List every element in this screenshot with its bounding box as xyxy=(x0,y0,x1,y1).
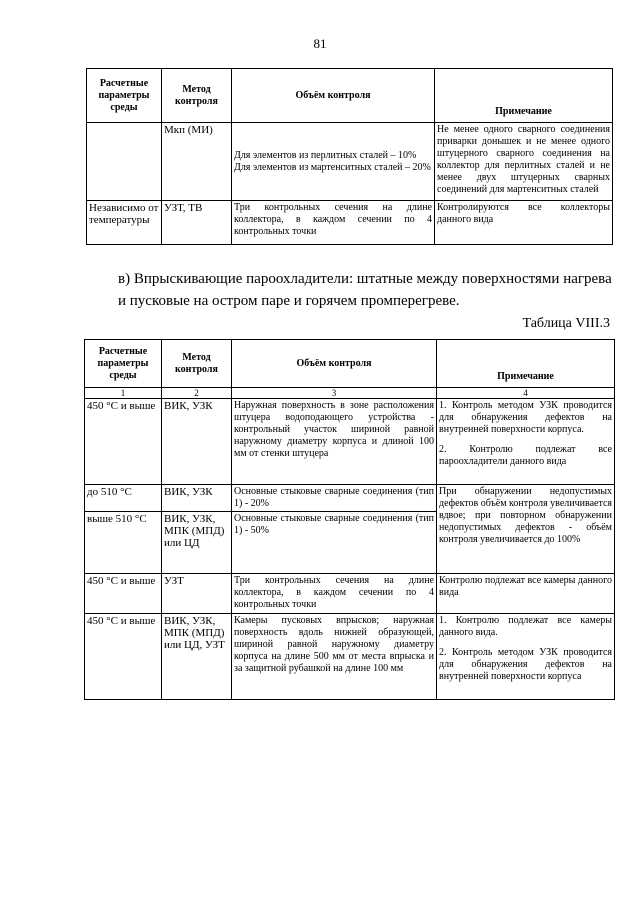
cell-method: УЗТ, ТВ xyxy=(162,201,232,245)
cell-params: 450 °С и выше xyxy=(85,574,162,614)
cell-scope: Для элементов из перлитных сталей – 10% Для элементов из мартенситных сталей – 20% xyxy=(232,123,435,201)
header-method: Метод контроля xyxy=(162,340,232,388)
header-params: Расчетные параметры среды xyxy=(85,340,162,388)
col-number: 1 xyxy=(85,388,162,399)
page-number: 81 xyxy=(313,36,327,51)
cell-params xyxy=(87,123,162,201)
cell-params: 450 °С и выше xyxy=(85,399,162,485)
table-viii-3 xyxy=(84,339,615,700)
note-item: 2. Контролю подлежат все пароохладители данного вида xyxy=(439,444,612,467)
cell-scope: Основные стыковые сварные соединения (тип 1) - 50% xyxy=(232,512,437,574)
header-scope: Объём контроля xyxy=(232,340,437,388)
cell-scope: Камеры пусковых впрысков; наружная поверхность вдоль нижней образующей, шириной равной наружному диаметру корпуса на длине 500 мм от места впрыска и за защитной рубашкой на длине 100 мм xyxy=(232,614,437,700)
header-note: Примечание xyxy=(435,69,613,123)
col-number: 4 xyxy=(437,388,615,399)
cell-method: Мкп (МИ) xyxy=(162,123,232,201)
cell-note xyxy=(437,399,615,485)
cell-params: 450 °С и выше xyxy=(85,614,162,700)
cell-note: Не менее одного сварного соединения приварки донышек и не менее одного штуцерного сварного соединения на коллектор для перлитных сталей и не менее двух штуцерных сварных соединений для мартенситных сталей xyxy=(435,123,613,201)
cell-method: ВИК, УЗК, МПК (МПД) или ЦД, УЗТ xyxy=(162,614,232,700)
note-item: 2. Контроль методом УЗК проводится для обнаружения дефектов на внутренней поверхности корпуса xyxy=(439,647,612,682)
section-paragraph: в) Впрыскивающие пароохладители: штатные между поверхностями нагрева и пусковые на остром паре и горячем промперегреве. xyxy=(118,271,612,309)
header-scope: Объём контроля xyxy=(232,69,435,123)
table-label: Таблица VIII.3 xyxy=(522,316,610,331)
cell-method: ВИК, УЗК xyxy=(162,485,232,512)
cell-scope: Три контрольных сечения на длине коллектора, в каждом сечении по 4 контрольных точки xyxy=(232,201,435,245)
cell-method: УЗТ xyxy=(162,574,232,614)
header-note: Примечание xyxy=(437,340,615,388)
cell-note: Контролю подлежат все камеры данного вида xyxy=(437,574,615,614)
cell-note xyxy=(437,614,615,700)
cell-method: ВИК, УЗК xyxy=(162,399,232,485)
header-method: Метод контроля xyxy=(162,69,232,123)
cell-scope: Основные стыковые сварные соединения (тип 1) - 20% xyxy=(232,485,437,512)
cell-scope: Наружная поверхность в зоне расположения штуцера водоподающего устройства - контрольный участок шириной равной наружному диаметру корпуса и длиной 100 мм от стенки штуцера xyxy=(232,399,437,485)
cell-note: При обнаружении недопустимых дефектов объём контроля увеличивается вдвое; при повторном обнаружении недопустимых дефектов - объём контроля увеличивается до 100% xyxy=(437,485,615,574)
cell-note: Контролируются все коллекторы данного вида xyxy=(435,201,613,245)
cell-params: до 510 °С xyxy=(85,485,162,512)
cell-method: ВИК, УЗК, МПК (МПД) или ЦД xyxy=(162,512,232,574)
cell-params: Независимо от температуры xyxy=(87,201,162,245)
cell-scope: Три контрольных сечения на длине коллектора, в каждом сечении по 4 контрольных точки xyxy=(232,574,437,614)
col-number: 2 xyxy=(162,388,232,399)
note-item: 1. Контролю подлежат все камеры данного вида. xyxy=(439,615,612,638)
header-params: Расчетные параметры среды xyxy=(87,69,162,123)
table-continuation xyxy=(86,68,613,245)
note-item: 1. Контроль методом УЗК проводится для обнаружения дефектов на внутренней поверхности корпуса. xyxy=(439,400,612,435)
col-number: 3 xyxy=(232,388,437,399)
cell-params: выше 510 °С xyxy=(85,512,162,574)
